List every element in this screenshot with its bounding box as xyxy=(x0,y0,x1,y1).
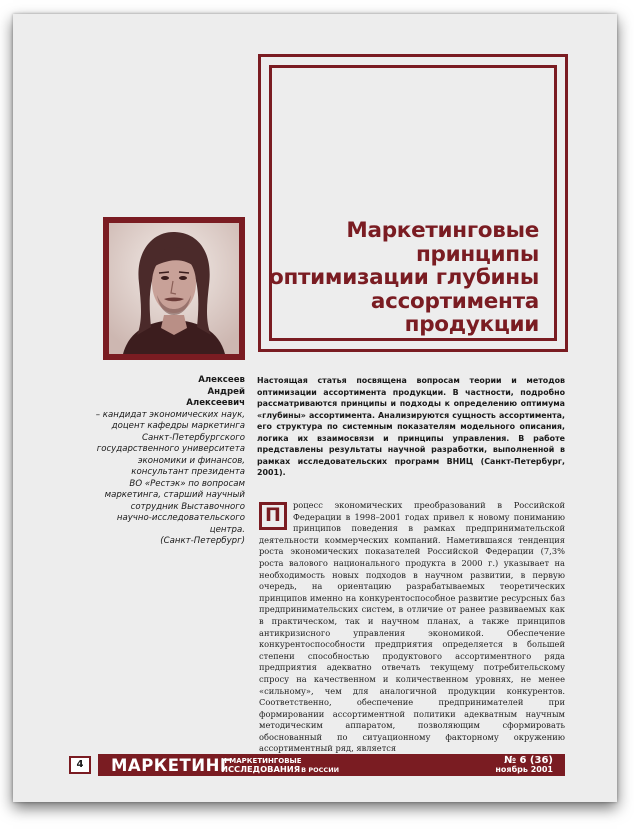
author-desc-line: экономики и финансов, xyxy=(137,455,245,466)
title-line: оптимизации глубины xyxy=(268,265,539,290)
magazine-title: МАРКЕТИНГ xyxy=(111,756,231,775)
magazine-subtitle-2 xyxy=(221,765,339,775)
dropcap xyxy=(259,502,287,530)
article-body xyxy=(259,500,565,755)
title-line: ассортимента xyxy=(370,288,539,314)
author-desc-line: ВО «Рестэк» по вопросам xyxy=(129,478,245,489)
author-desc-line: маркетинга, старший научный xyxy=(104,490,245,500)
author-description xyxy=(63,410,245,548)
author-surname: Алексеев xyxy=(198,375,245,385)
author-desc-line: консультант президента xyxy=(131,467,245,477)
author-desc-line: Санкт-Петербургского xyxy=(142,432,245,443)
magazine-subtitle-2b: В РОССИИ xyxy=(301,766,340,774)
author-desc-line: государственного университета xyxy=(96,444,245,454)
issue-number: № 6 (36) xyxy=(503,755,553,766)
portrait-image xyxy=(109,223,239,354)
author-desc-line: (Санкт-Петербург) xyxy=(160,536,245,546)
issue-date: ноябрь 2001 xyxy=(495,765,553,774)
article-abstract: Настоящая статья посвящена вопросам теории и методов оптимизации ассортимента продукции. В частности, подробно рассматриваются принципы и подходы к определению оптимума «глубины» ассортимента. Анализируются сущность ассортимента, его структура по системным показателям модельного описания, логика их взаимосвязи и принципы управления. В работе представлены результаты научной разработки, выполненной в рамках исследовательских программ ВНИЦ (Санкт-Петербург, 2001). xyxy=(257,376,565,477)
author-name: Андрей xyxy=(207,386,245,397)
author-desc-line: – кандидат экономических наук, xyxy=(95,409,245,420)
magazine-subtitle-2a: ИССЛЕДОВАНИЯ xyxy=(221,764,301,774)
magazine-footer xyxy=(98,754,565,776)
title-line: принципы xyxy=(415,241,539,267)
magazine-subtitle-1: И МАРКЕТИНГОВЫЕ xyxy=(221,757,302,765)
author-desc-line: сотрудник Выставочного xyxy=(130,501,245,512)
page-number: 4 xyxy=(69,756,91,774)
magazine-page xyxy=(13,14,617,802)
author-desc-line: центра. xyxy=(209,524,245,535)
title-line: продукции xyxy=(404,312,539,337)
author-desc-line: доцент кафедры маркетинга xyxy=(111,421,245,431)
article-title xyxy=(263,219,539,337)
dropcap-letter: П xyxy=(262,505,284,527)
author-desc-line: научно-исследовательского xyxy=(116,513,245,523)
author-patronymic: Алексеевич xyxy=(186,398,245,408)
body-text: роцесс экономических преобразований в Российской Федерации в 1998–2001 годах привел к новому пониманию принципов поведения в рамках предпринимательской деятельности коммерческих компаний. Наметившаяся тенденция роста экономических показателей Российской Федерации (7,3% роста валового национального продукта в 2000 г.) указывает на необходимость новых подходов в научном развитии, в первую очередь, на ориентацию разрабатываемых теоретических принципов именно на конкурентоспособное развитие ресурсных баз предпринимательских систем, в отличие от ранее развиваемых как в практическом, так и научном планах, а также принципов антикризисного управления экономикой. Обеспечение конкурентоспособности предприятия определяется в большей степени способностью продуктового ассортиментного ряда предприятия адекватно отвечать текущему потребительскому спросу на качественном и количественном уровнях, не менее «сильному», чем для аналогичной продукции конкурентов. Соответственно, обеспечение предпринимателей при формировании ассортиментной политики адекватным научным методическим аппаратом, позволяющим сформировать обоснованный по ситуационному факторному окружению ассортиментный ряд, является xyxy=(259,500,565,754)
author-photo xyxy=(109,223,239,354)
issue-info xyxy=(495,756,553,774)
title-line: Маркетинговые xyxy=(346,218,539,243)
author-info xyxy=(63,375,245,548)
